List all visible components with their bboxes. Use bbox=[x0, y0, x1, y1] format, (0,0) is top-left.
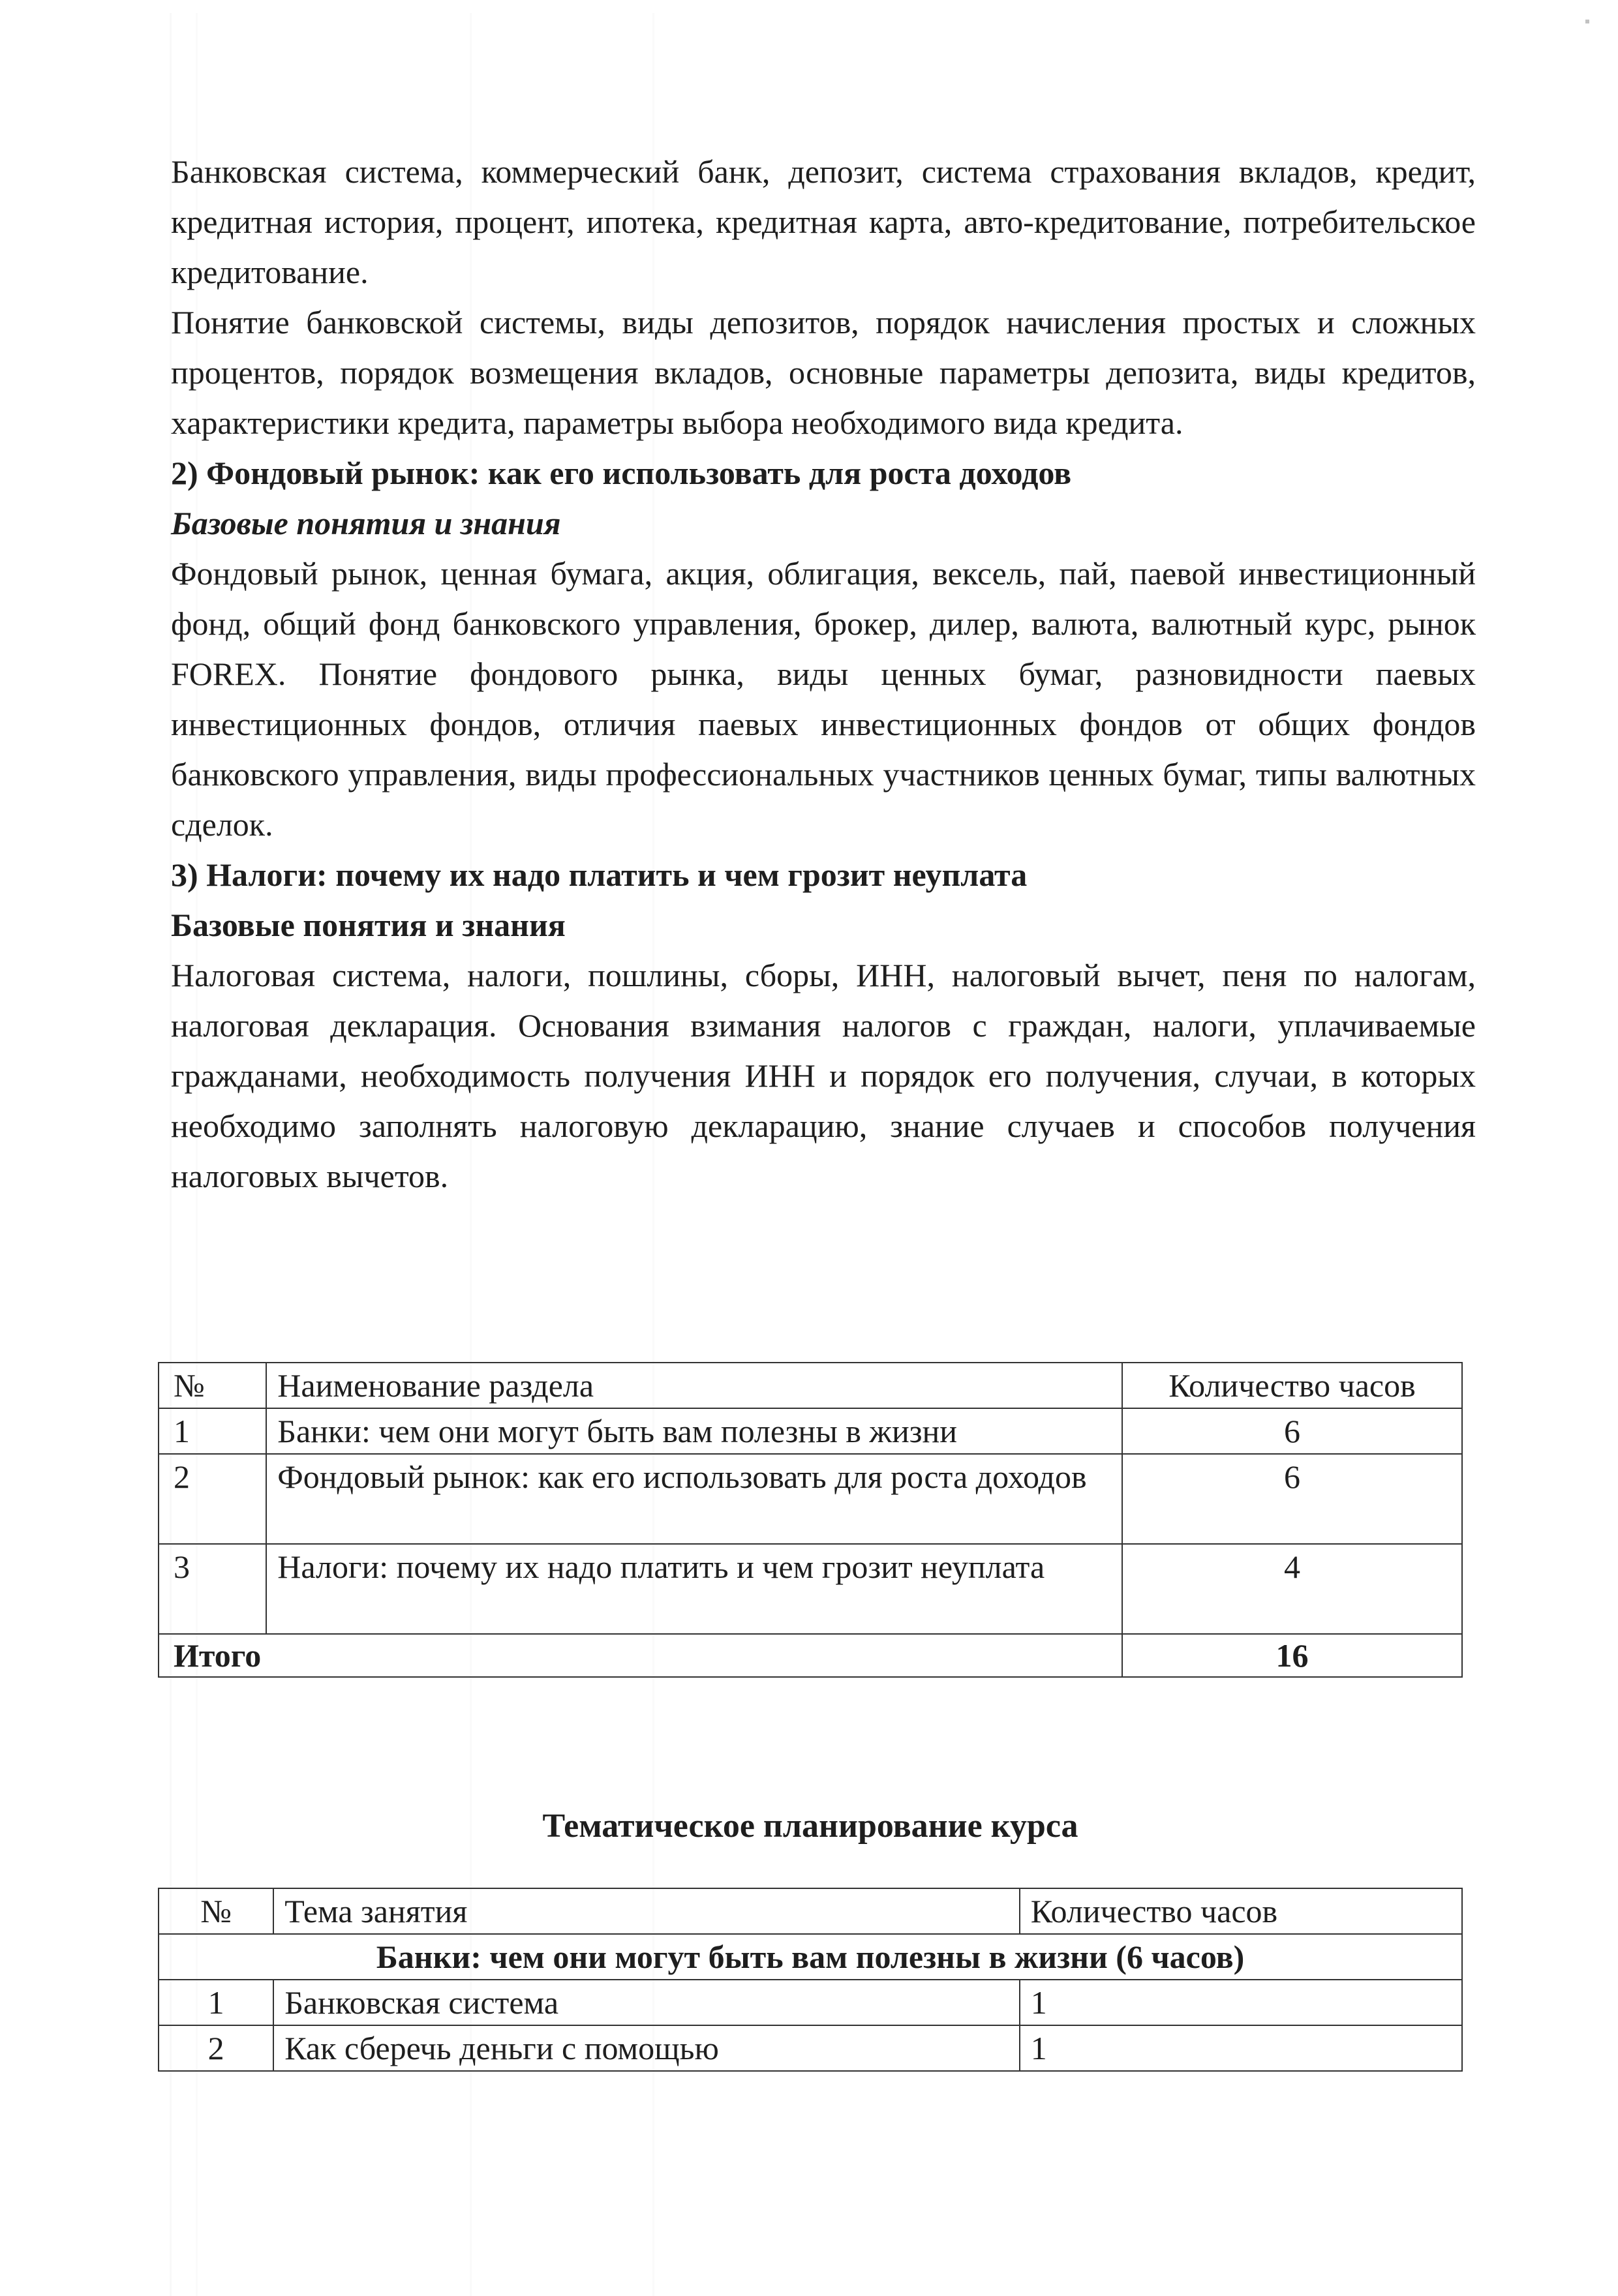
banking-knowledge-paragraph: Понятие банковской системы, виды депозитов, порядок начисления простых и сложных процентов, порядок возмещения вкладов, основные параметры депозита, виды кредитов, характеристики кредита, параметры выбора необходимого вида кредита. bbox=[171, 304, 1476, 441]
table-row bbox=[159, 1454, 1462, 1544]
row-num: 1 bbox=[159, 1980, 273, 2025]
scan-artifact bbox=[1585, 20, 1589, 23]
header-num: № bbox=[159, 1363, 266, 1408]
section-2-heading: 2) Фондовый рынок: как его использовать для роста доходов bbox=[171, 455, 1072, 491]
table-row bbox=[159, 2025, 1462, 2071]
row-num: 3 bbox=[159, 1544, 266, 1634]
section-3-subheading: Базовые понятия и знания bbox=[171, 907, 566, 943]
table-row bbox=[159, 1544, 1462, 1634]
header-topic: Тема занятия bbox=[273, 1888, 1019, 1934]
row-topic: Как сберечь деньги с помощью bbox=[273, 2025, 1019, 2071]
row-hours: 1 bbox=[1020, 1980, 1462, 2025]
table-row bbox=[159, 1980, 1462, 2025]
section-2-text: Фондовый рынок, ценная бумага, акция, облигация, вексель, пай, паевой инвестиционный фонд, общий фонд банковского управления, брокер, дилер, валюта, валютный курс, рынок FOREX. Понятие фондового рынка, виды ценных бумаг, разновидности паевых инвестиционных фондов, отличия паевых инвестиционных фондов от общих фондов банковского управления, виды профессиональных участников ценных бумаг, типы валютных сделок. bbox=[171, 555, 1476, 843]
header-num: № bbox=[159, 1888, 273, 1934]
hours-table bbox=[158, 1362, 1463, 1678]
row-topic: Банковская система bbox=[273, 1980, 1019, 2025]
row-hours: 6 bbox=[1122, 1408, 1462, 1454]
row-num: 2 bbox=[159, 2025, 273, 2071]
row-num: 1 bbox=[159, 1408, 266, 1454]
section-3-heading: 3) Налоги: почему их надо платить и чем грозит неуплата bbox=[171, 856, 1028, 893]
table-row bbox=[159, 1408, 1462, 1454]
total-hours: 16 bbox=[1122, 1634, 1462, 1677]
banking-terms-paragraph: Банковская система, коммерческий банк, депозит, система страхования вкладов, кредит, кредитная история, процент, ипотека, кредитная карта, авто-кредитование, потребительское кредитование. bbox=[171, 153, 1476, 290]
table-header-row bbox=[159, 1363, 1462, 1408]
course-plan-table bbox=[158, 1888, 1463, 2072]
total-label: Итого bbox=[159, 1634, 1122, 1677]
header-hours: Количество часов bbox=[1122, 1363, 1462, 1408]
body-text bbox=[171, 147, 1476, 1201]
row-name: Банки: чем они могут быть вам полезны в жизни bbox=[266, 1408, 1122, 1454]
header-name: Наименование раздела bbox=[266, 1363, 1122, 1408]
row-name: Налоги: почему их надо платить и чем грозит неуплата bbox=[266, 1544, 1122, 1634]
row-hours: 1 bbox=[1020, 2025, 1462, 2071]
row-name: Фондовый рынок: как его использовать для роста доходов bbox=[266, 1454, 1122, 1544]
row-hours: 4 bbox=[1122, 1544, 1462, 1634]
section-label: Банки: чем они могут быть вам полезны в жизни (6 часов) bbox=[159, 1934, 1462, 1980]
section-3-text: Налоговая система, налоги, пошлины, сборы, ИНН, налоговый вычет, пеня по налогам, налоговая декларация. Основания взимания налогов с граждан, налоги, уплачиваемые гражданами, необходимость получения ИНН и порядок его получения, случаи, в которых необходимо заполнять налоговую декларацию, знание случаев и способов получения налоговых вычетов. bbox=[171, 957, 1476, 1194]
section-2-subheading: Базовые понятия и знания bbox=[171, 505, 561, 541]
row-num: 2 bbox=[159, 1454, 266, 1544]
row-hours: 6 bbox=[1122, 1454, 1462, 1544]
header-hours: Количество часов bbox=[1020, 1888, 1462, 1934]
section-row bbox=[159, 1934, 1462, 1980]
table-header-row bbox=[159, 1888, 1462, 1934]
course-plan-title: Тематическое планирование курса bbox=[542, 1807, 1078, 1845]
table-total-row bbox=[159, 1634, 1462, 1677]
